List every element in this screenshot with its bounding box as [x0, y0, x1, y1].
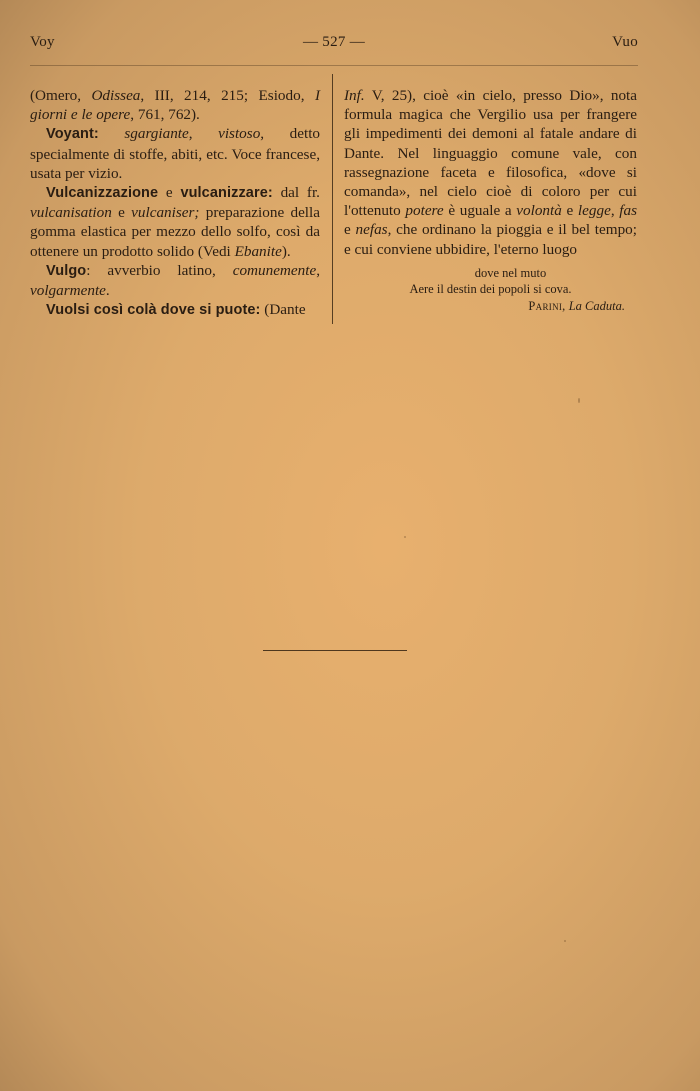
header-first-word: Voy — [30, 34, 55, 50]
verse-line: dove nel muto — [474, 265, 547, 280]
headword: Vuolsi così colà dove si puote: — [46, 302, 261, 319]
entry-vuolsi: Vuolsi così colà dove si puote: (Dante — [46, 301, 306, 319]
header-rule — [30, 65, 638, 66]
quote-author: Parini, — [528, 298, 566, 313]
page-number: — 527 — — [302, 34, 366, 50]
headword: vulcanizzare: — [180, 185, 273, 202]
entry-vulgo: Vulgo: avverbio latino, comunemente, volgarmente. — [30, 261, 320, 300]
paper-speck — [564, 940, 566, 942]
entry-continuation: (Omero, Odissea, III, 214, 215; Esiodo, I giorni e le opere, 761, 762). — [30, 87, 320, 124]
quote-work: La Caduta. — [568, 298, 625, 313]
verse-quotation — [344, 265, 637, 314]
paper-speck — [404, 536, 406, 538]
running-header — [30, 34, 638, 56]
headword: Vulgo — [46, 262, 87, 279]
header-last-word: Vuo — [612, 34, 638, 50]
entry-vulcanizzazione: Vulcanizzazione e vulcanizzare: dal fr. vulcanisation e vulcaniser; preparazione della gomma elastica per mezzo dello solfo, così da ottenere un prodotto solido (Vedi Ebanite). — [30, 184, 320, 260]
quote-attribution — [344, 298, 637, 314]
right-column — [344, 86, 637, 314]
headword: Vulcanizzazione — [46, 185, 159, 202]
paper-speck — [578, 398, 580, 403]
headword: Voyant: — [46, 126, 99, 143]
section-end-rule — [263, 650, 407, 651]
entry-voyant: Voyant: sgargiante, vistoso, detto specialmente di stoffe, abiti, etc. Voce francese, usata per vizio. — [30, 125, 321, 182]
verse-line: Aere il destin dei popoli si cova. — [409, 281, 572, 296]
left-column — [30, 86, 320, 320]
entry-vuolsi-continuation: Inf. V, 25), cioè «in cielo, presso Dio», nota formula magica che Vergilio usa per frangere gli impedimenti dei demoni al fatale andare di Dante. Nel linguaggio comune vale, con rassegnazione faceta e filosofica, «dove si comanda», nel cielo cioè di coloro per cui l'ottenuto potere è uguale a volontà e legge, fas e nefas, che ordinano la pioggia e il bel tempo; e cui conviene ubbidire, l'eterno luogo — [344, 87, 638, 258]
column-divider — [332, 74, 333, 324]
